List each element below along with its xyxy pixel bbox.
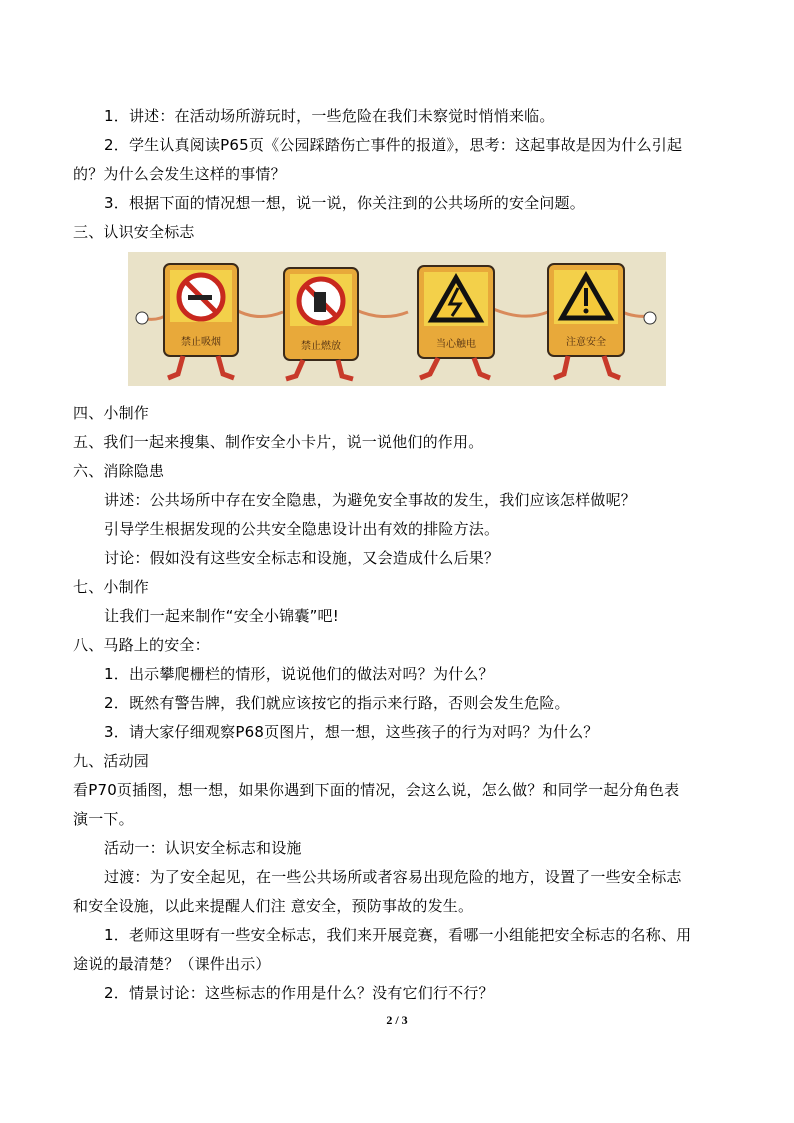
section-heading: 九、活动园	[73, 752, 150, 770]
section-heading: 五、我们一起来搜集、制作安全小卡片，说一说他们的作用。	[73, 433, 484, 451]
section-heading: 三、认识安全标志	[73, 223, 195, 241]
safety-signs-illustration	[128, 252, 666, 386]
text-line: 讲述：公共场所中存在安全隐患，为避免安全事故的发生，我们应该怎样做呢？	[104, 491, 637, 509]
text-line: 1．讲述：在活动场所游玩时，一些危险在我们未察觉时悄悄来临。	[104, 107, 555, 125]
text-line: 让我们一起来制作“安全小锦囊”吧!	[104, 607, 339, 625]
sign-label: 当心触电	[436, 339, 476, 350]
sign-label: 注意安全	[566, 337, 606, 348]
text-line: 和安全设施，以此来提醒人们注 意安全，预防事故的发生。	[73, 897, 474, 915]
section-heading: 八、马路上的安全：	[73, 636, 210, 654]
text-line: 引导学生根据发现的公共安全隐患设计出有效的排险方法。	[104, 520, 500, 538]
text-line: 看P70页插图，想一想，如果你遇到下面的情况，会这么说，怎么做？和同学一起分角色表	[73, 781, 680, 799]
text-line: 讨论：假如没有这些安全标志和设施，又会造成什么后果？	[104, 549, 500, 567]
text-line: 1．出示攀爬栅栏的情形，说说他们的做法对吗？为什么？	[104, 665, 494, 683]
text-line: 3．根据下面的情况想一想，说一说，你关注到的公共场所的安全问题。	[104, 194, 585, 212]
section-heading: 四、小制作	[73, 404, 150, 422]
text-line: 演一下。	[73, 810, 134, 828]
text-line: 2．既然有警告牌，我们就应该按它的指示来行路，否则会发生危险。	[104, 694, 570, 712]
text-line: 1．老师这里呀有一些安全标志，我们来开展竞赛，看哪一小组能把安全标志的名称、用	[104, 926, 692, 944]
text-line: 的？为什么会发生这样的事情？	[73, 165, 286, 183]
text-line: 2．学生认真阅读P65页《公园踩踏伤亡事件的报道》，思考：这起事故是因为什么引起	[104, 136, 683, 154]
sign-label: 禁止燃放	[301, 341, 341, 352]
sign-label: 禁止吸烟	[181, 337, 221, 348]
text-line: 2．情景讨论：这些标志的作用是什么？没有它们行不行？	[104, 984, 494, 1002]
text-line: 过渡：为了安全起见，在一些公共场所或者容易出现危险的地方，设置了一些安全标志	[104, 868, 682, 886]
section-heading: 七、小制作	[73, 578, 150, 596]
text-line: 3．请大家仔细观察P68页图片，想一想，这些孩子的行为对吗？为什么？	[104, 723, 599, 741]
text-line: 活动一：认识安全标志和设施	[104, 839, 302, 857]
section-heading: 六、消除隐患	[73, 462, 165, 480]
text-line: 途说的最清楚？（课件出示）	[73, 955, 271, 973]
page-number: 2 / 3	[386, 1013, 408, 1027]
